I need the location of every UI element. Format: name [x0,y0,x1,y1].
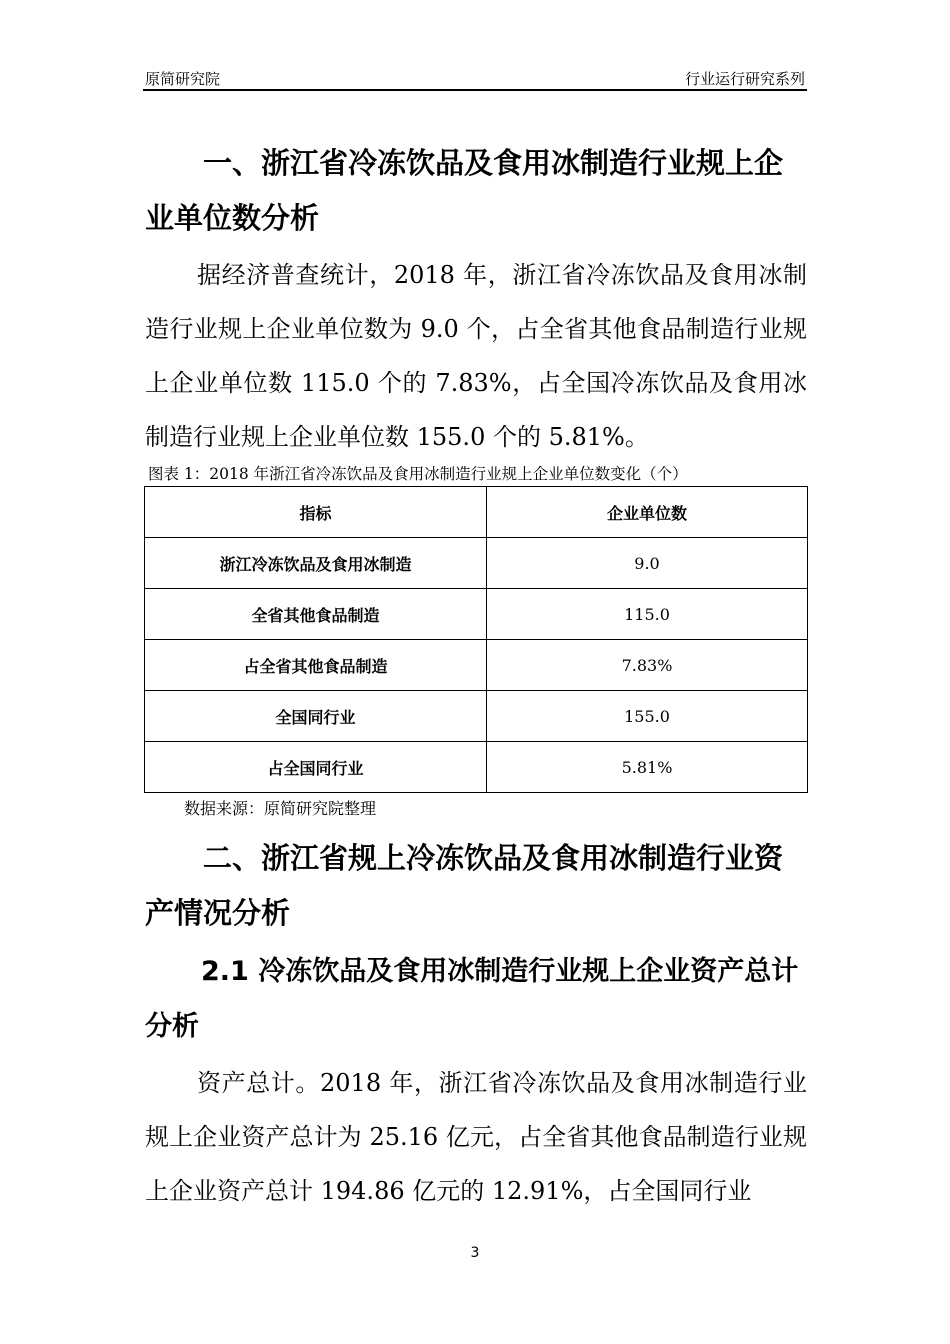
table-header-row [145,487,808,538]
header-left-title: 原简研究院 [145,70,221,88]
row-value: 115.0 [487,589,808,640]
page-number: 3 [470,1245,480,1261]
column-header-count: 企业单位数 [487,487,808,538]
header-right-title: 行业运行研究系列 [684,70,805,88]
row-label: 浙江冷冻饮品及食用冰制造 [145,538,487,589]
table-row [145,589,808,640]
row-label: 全国同行业 [145,691,487,742]
column-header-indicator: 指标 [145,487,487,538]
row-value: 155.0 [487,691,808,742]
section1-paragraph: 据经济普查统计，2018 年，浙江省冷冻饮品及食用冰制造行业规上企业单位数为 9.0 个，占全省其他食品制造行业规上企业单位数 115.0 个的 7.83%，占全国冷冻饮品及食用冰制造行业规上企业单位数 155.0 个的 5.81%。 [145,261,807,451]
section2-subheading: 2.1 冷冻饮品及食用冰制造行业规上企业资产总计分析 [145,956,799,1042]
header-divider [143,89,807,91]
table-caption: 图表 1：2018 年浙江省冷冻饮品及食用冰制造行业规上企业单位数变化（个） [148,465,688,483]
row-value: 5.81% [487,742,808,793]
section2-paragraph: 资产总计。2018 年，浙江省冷冻饮品及食用冰制造行业规上企业资产总计为 25.16 亿元，占全省其他食品制造行业规上企业资产总计 194.86 亿元的 12.91%，占全国同行业 [145,1069,807,1205]
section2-heading: 二、浙江省规上冷冻饮品及食用冰制造行业资产情况分析 [145,841,784,930]
section1-heading: 一、浙江省冷冻饮品及食用冰制造行业规上企业单位数分析 [145,146,784,235]
row-label: 占全国同行业 [145,742,487,793]
row-label: 占全省其他食品制造 [145,640,487,691]
table-source-note: 数据来源：原简研究院整理 [184,799,377,818]
row-value: 7.83% [487,640,808,691]
row-label: 全省其他食品制造 [145,589,487,640]
row-value: 9.0 [487,538,808,589]
table-row [145,691,808,742]
table-row [145,538,808,589]
table-row [145,640,808,691]
table-row [145,742,808,793]
data-table [144,486,808,793]
